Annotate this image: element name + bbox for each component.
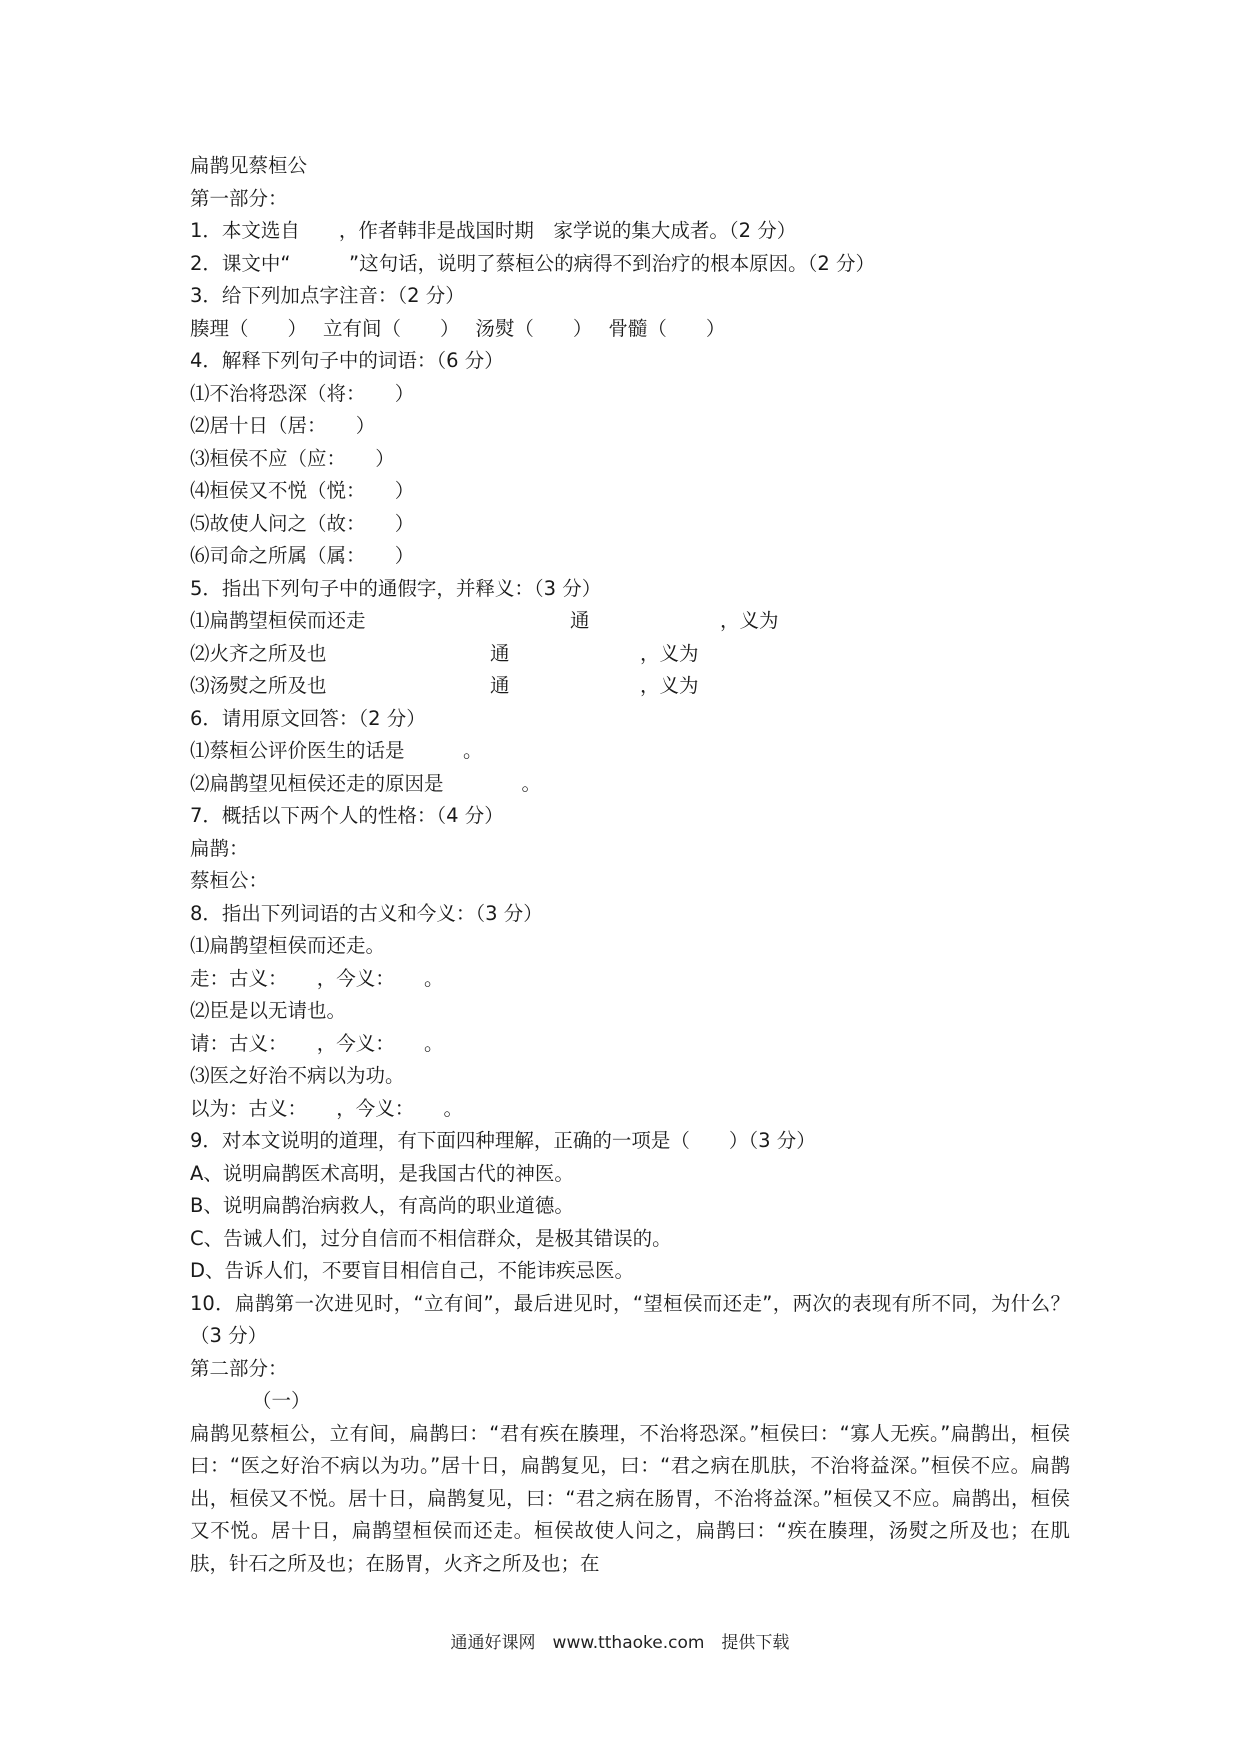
question-1: 1．本文选自 ，作者韩非是战国时期 家学说的集大成者。（2 分）	[190, 219, 797, 242]
q5-meaning: ，义为	[640, 641, 699, 665]
question-5-item	[190, 605, 1070, 638]
question-9-option: C、告诫人们，过分自信而不相信群众，是极其错误的。	[190, 1226, 672, 1250]
section-heading: （一）	[252, 1389, 311, 1412]
question-7: 7．概括以下两个人的性格：（4 分）	[190, 804, 504, 827]
question-4-item: ⑶桓侯不应（应： ）	[190, 446, 395, 470]
q5-meaning: ，义为	[640, 674, 699, 697]
part2-heading: 第二部分：	[190, 1356, 288, 1380]
question-4-item: ⑸故使人问之（故： ）	[190, 511, 415, 535]
question-4-item: ⑹司命之所属（属： ）	[190, 544, 415, 567]
question-3-items: 腠理（ ） 立有间（ ） 汤熨（ ） 骨髓（ ）	[190, 316, 726, 340]
question-2: 2．课文中“ ”这句话，说明了蔡桓公的病得不到治疗的根本原因。（2 分）	[190, 251, 875, 275]
question-6-item: ⑴蔡桓公评价医生的话是 。	[190, 739, 483, 762]
question-7-item: 扁鹊：	[190, 836, 249, 860]
question-8: 8．指出下列词语的古义和今义：（3 分）	[190, 901, 543, 925]
q5-tong: 通	[490, 674, 510, 697]
question-8-item: ⑴扁鹊望桓侯而还走。	[190, 934, 386, 957]
question-3: 3．给下列加点字注音：（2 分）	[190, 284, 465, 307]
question-8-item: ⑵臣是以无请也。	[190, 999, 347, 1022]
question-9: 9．对本文说明的道理，有下面四种理解，正确的一项是（ ）（3 分）	[190, 1129, 816, 1152]
q5-tong: 通	[570, 609, 590, 632]
question-10: 10．扁鹊第一次进见时，“立有间”，最后进见时，“望桓侯而还走”，两次的表现有所不同，为什么？（3 分）	[190, 1291, 1070, 1347]
question-7-item: 蔡桓公：	[190, 869, 269, 892]
question-5: 5．指出下列句子中的通假字，并释义：（3 分）	[190, 576, 602, 600]
document-title: 扁鹊见蔡桓公	[190, 154, 308, 177]
q5-meaning: ，义为	[720, 609, 779, 632]
part1-heading: 第一部分：	[190, 186, 288, 210]
document-body	[190, 150, 1070, 1580]
question-9-option: D、告诉人们，不要盲目相信自己，不能讳疾忌医。	[190, 1259, 635, 1282]
question-4-item: ⑵居十日（居： ）	[190, 414, 376, 437]
question-5-item	[190, 638, 1070, 671]
question-4-item: ⑴不治将恐深（将： ）	[190, 381, 415, 405]
footer-credit: 通通好课网 www.tthaoke.com 提供下载	[450, 1633, 790, 1653]
question-8-item: ⑶医之好治不病以为功。	[190, 1064, 405, 1087]
q5-sentence: ⑵火齐之所及也	[190, 641, 327, 665]
question-4-item: ⑷桓侯又不悦（悦： ）	[190, 479, 415, 502]
question-4: 4．解释下列句子中的词语：（6 分）	[190, 349, 504, 372]
question-8-item: 请：古义： ，今义： 。	[190, 1031, 444, 1055]
question-6: 6．请用原文回答：（2 分）	[190, 706, 426, 730]
question-8-item: 走：古义： ，今义： 。	[190, 966, 444, 990]
question-8-item: 以为：古义： ，今义： 。	[190, 1096, 464, 1120]
question-6-item: ⑵扁鹊望见桓侯还走的原因是 。	[190, 771, 542, 795]
passage-text: 扁鹊见蔡桓公，立有间，扁鹊曰：“君有疾在腠理，不治将恐深。”桓侯曰：“寡人无疾。”扁鹊出，桓侯曰：“医之好治不病以为功。”居十日，扁鹊复见，曰：“君之病在肌肤，不治将益深。”桓侯不应。扁鹊出，桓侯又不悦。居十日，扁鹊复见，曰：“君之病在肠胃，不治将益深。”桓侯又不应。扁鹊出，桓侯又不悦。居十日，扁鹊望桓侯而还走。桓侯故使人问之，扁鹊曰：“疾在腠理，汤熨之所及也；在肌肤，针石之所及也；在肠胃，火齐之所及也；在	[190, 1421, 1070, 1575]
question-5-item	[190, 670, 1070, 703]
question-9-option: A、说明扁鹊医术高明，是我国古代的神医。	[190, 1161, 574, 1185]
q5-sentence: ⑴扁鹊望桓侯而还走	[190, 609, 366, 632]
q5-tong: 通	[490, 641, 510, 665]
question-9-option: B、说明扁鹊治病救人，有高尚的职业道德。	[190, 1194, 574, 1217]
q5-sentence: ⑶汤熨之所及也	[190, 674, 327, 697]
